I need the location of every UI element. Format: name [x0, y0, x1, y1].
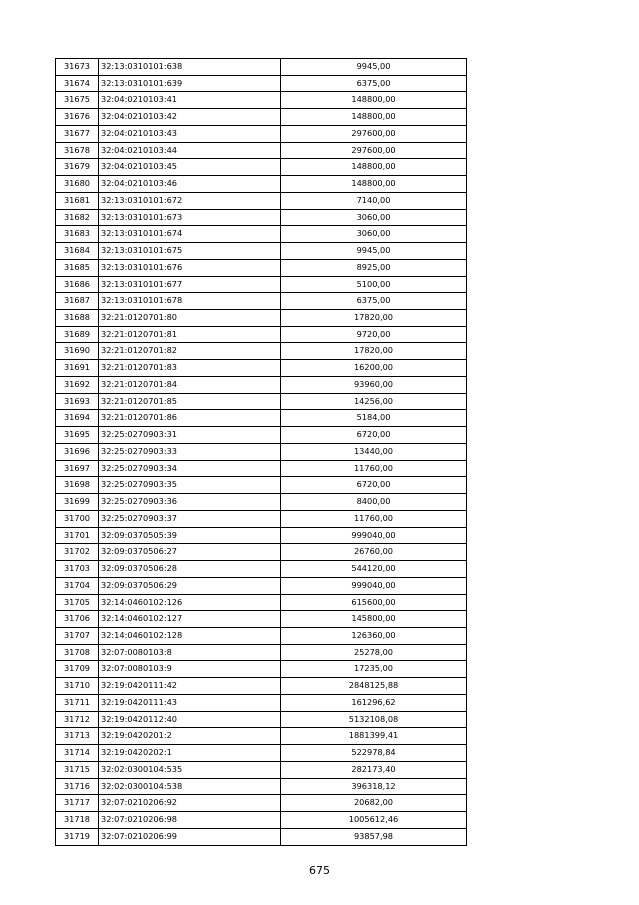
table-row	[56, 795, 467, 812]
value-cell: 7140,00	[281, 192, 467, 209]
table-row	[56, 226, 467, 243]
cadastral-number-cell: 32:13:0310101:677	[99, 276, 281, 293]
value-cell: 522978,84	[281, 745, 467, 762]
value-cell: 17235,00	[281, 661, 467, 678]
cadastral-number-cell: 32:09:0370506:28	[99, 561, 281, 578]
value-cell: 11760,00	[281, 460, 467, 477]
value-cell: 3060,00	[281, 226, 467, 243]
row-number-cell: 31709	[56, 661, 99, 678]
table-body	[56, 59, 467, 846]
value-cell: 5100,00	[281, 276, 467, 293]
cadastral-number-cell: 32:04:0210103:42	[99, 109, 281, 126]
row-number-cell: 31691	[56, 360, 99, 377]
table-row	[56, 694, 467, 711]
row-number-cell: 31707	[56, 627, 99, 644]
table-row	[56, 527, 467, 544]
row-number-cell: 31697	[56, 460, 99, 477]
row-number-cell: 31701	[56, 527, 99, 544]
value-cell: 6375,00	[281, 293, 467, 310]
row-number-cell: 31715	[56, 761, 99, 778]
table-row	[56, 209, 467, 226]
table-row	[56, 627, 467, 644]
cadastral-number-cell: 32:25:0270903:33	[99, 443, 281, 460]
table-row	[56, 75, 467, 92]
table-row	[56, 192, 467, 209]
value-cell: 11760,00	[281, 510, 467, 527]
row-number-cell: 31694	[56, 410, 99, 427]
row-number-cell: 31681	[56, 192, 99, 209]
table-row	[56, 360, 467, 377]
value-cell: 126360,00	[281, 627, 467, 644]
value-cell: 148800,00	[281, 109, 467, 126]
value-cell: 5184,00	[281, 410, 467, 427]
row-number-cell: 31696	[56, 443, 99, 460]
table-row	[56, 745, 467, 762]
value-cell: 297600,00	[281, 125, 467, 142]
value-cell: 6720,00	[281, 427, 467, 444]
value-cell: 25278,00	[281, 644, 467, 661]
table-row	[56, 661, 467, 678]
row-number-cell: 31674	[56, 75, 99, 92]
cadastral-number-cell: 32:04:0210103:46	[99, 176, 281, 193]
table-row	[56, 443, 467, 460]
row-number-cell: 31676	[56, 109, 99, 126]
cadastral-number-cell: 32:13:0310101:676	[99, 259, 281, 276]
cadastral-number-cell: 32:25:0270903:35	[99, 477, 281, 494]
cadastral-number-cell: 32:25:0270903:36	[99, 494, 281, 511]
value-cell: 2848125,88	[281, 678, 467, 695]
row-number-cell: 31712	[56, 711, 99, 728]
value-cell: 999040,00	[281, 527, 467, 544]
row-number-cell: 31717	[56, 795, 99, 812]
value-cell: 544120,00	[281, 561, 467, 578]
row-number-cell: 31689	[56, 326, 99, 343]
cadastral-number-cell: 32:14:0460102:126	[99, 594, 281, 611]
cadastral-number-cell: 32:13:0310101:672	[99, 192, 281, 209]
cadastral-number-cell: 32:14:0460102:127	[99, 611, 281, 628]
value-cell: 20682,00	[281, 795, 467, 812]
cadastral-number-cell: 32:09:0370506:29	[99, 577, 281, 594]
value-cell: 148800,00	[281, 176, 467, 193]
table-row	[56, 92, 467, 109]
value-cell: 93857,98	[281, 828, 467, 845]
value-cell: 9720,00	[281, 326, 467, 343]
table-row	[56, 376, 467, 393]
cadastral-number-cell: 32:21:0120701:80	[99, 310, 281, 327]
table-row	[56, 326, 467, 343]
value-cell: 3060,00	[281, 209, 467, 226]
value-cell: 282173,40	[281, 761, 467, 778]
row-number-cell: 31695	[56, 427, 99, 444]
cadastral-number-cell: 32:21:0120701:85	[99, 393, 281, 410]
row-number-cell: 31699	[56, 494, 99, 511]
cadastral-number-cell: 32:19:0420112:40	[99, 711, 281, 728]
row-number-cell: 31683	[56, 226, 99, 243]
cadastral-number-cell: 32:21:0120701:84	[99, 376, 281, 393]
value-cell: 6720,00	[281, 477, 467, 494]
table-row	[56, 310, 467, 327]
cadastral-number-cell: 32:25:0270903:34	[99, 460, 281, 477]
table-row	[56, 577, 467, 594]
table-row	[56, 410, 467, 427]
value-cell: 14256,00	[281, 393, 467, 410]
page-number: 675	[309, 864, 330, 877]
value-cell: 16200,00	[281, 360, 467, 377]
row-number-cell: 31690	[56, 343, 99, 360]
table-row	[56, 59, 467, 76]
value-cell: 1005612,46	[281, 812, 467, 829]
table-row	[56, 393, 467, 410]
table-row	[56, 728, 467, 745]
table-row	[56, 142, 467, 159]
cadastral-number-cell: 32:13:0310101:678	[99, 293, 281, 310]
value-cell: 145800,00	[281, 611, 467, 628]
value-cell: 17820,00	[281, 310, 467, 327]
table-row	[56, 276, 467, 293]
cadastral-number-cell: 32:07:0210206:98	[99, 812, 281, 829]
table-row	[56, 460, 467, 477]
row-number-cell: 31716	[56, 778, 99, 795]
cadastral-number-cell: 32:19:0420111:42	[99, 678, 281, 695]
cadastral-value-table	[55, 58, 467, 846]
row-number-cell: 31692	[56, 376, 99, 393]
table-row	[56, 711, 467, 728]
table-row	[56, 125, 467, 142]
cadastral-number-cell: 32:21:0120701:86	[99, 410, 281, 427]
table-row	[56, 544, 467, 561]
document-table-container	[55, 58, 467, 846]
row-number-cell: 31685	[56, 259, 99, 276]
row-number-cell: 31693	[56, 393, 99, 410]
cadastral-number-cell: 32:19:0420202:1	[99, 745, 281, 762]
value-cell: 5132108,08	[281, 711, 467, 728]
cadastral-number-cell: 32:07:0210206:92	[99, 795, 281, 812]
value-cell: 93960,00	[281, 376, 467, 393]
table-row	[56, 176, 467, 193]
cadastral-number-cell: 32:13:0310101:674	[99, 226, 281, 243]
row-number-cell: 31673	[56, 59, 99, 76]
value-cell: 297600,00	[281, 142, 467, 159]
row-number-cell: 31677	[56, 125, 99, 142]
table-row	[56, 761, 467, 778]
table-row	[56, 494, 467, 511]
cadastral-number-cell: 32:21:0120701:81	[99, 326, 281, 343]
cadastral-number-cell: 32:21:0120701:83	[99, 360, 281, 377]
row-number-cell: 31708	[56, 644, 99, 661]
cadastral-number-cell: 32:21:0120701:82	[99, 343, 281, 360]
row-number-cell: 31679	[56, 159, 99, 176]
cadastral-number-cell: 32:25:0270903:37	[99, 510, 281, 527]
row-number-cell: 31687	[56, 293, 99, 310]
cadastral-number-cell: 32:07:0210206:99	[99, 828, 281, 845]
cadastral-number-cell: 32:04:0210103:44	[99, 142, 281, 159]
value-cell: 148800,00	[281, 159, 467, 176]
cadastral-number-cell: 32:04:0210103:41	[99, 92, 281, 109]
cadastral-number-cell: 32:04:0210103:45	[99, 159, 281, 176]
value-cell: 26760,00	[281, 544, 467, 561]
value-cell: 615600,00	[281, 594, 467, 611]
row-number-cell: 31718	[56, 812, 99, 829]
table-row	[56, 611, 467, 628]
value-cell: 17820,00	[281, 343, 467, 360]
table-row	[56, 109, 467, 126]
cadastral-number-cell: 32:04:0210103:43	[99, 125, 281, 142]
table-row	[56, 259, 467, 276]
cadastral-number-cell: 32:09:0370506:27	[99, 544, 281, 561]
cadastral-number-cell: 32:25:0270903:31	[99, 427, 281, 444]
row-number-cell: 31706	[56, 611, 99, 628]
row-number-cell: 31705	[56, 594, 99, 611]
cadastral-number-cell: 32:13:0310101:673	[99, 209, 281, 226]
cadastral-number-cell: 32:13:0310101:638	[99, 59, 281, 76]
table-row	[56, 159, 467, 176]
table-row	[56, 828, 467, 845]
row-number-cell: 31686	[56, 276, 99, 293]
table-row	[56, 510, 467, 527]
value-cell: 161296,62	[281, 694, 467, 711]
value-cell: 8925,00	[281, 259, 467, 276]
row-number-cell: 31700	[56, 510, 99, 527]
cadastral-number-cell: 32:09:0370505:39	[99, 527, 281, 544]
row-number-cell: 31702	[56, 544, 99, 561]
row-number-cell: 31678	[56, 142, 99, 159]
value-cell: 9945,00	[281, 243, 467, 260]
value-cell: 13440,00	[281, 443, 467, 460]
cadastral-number-cell: 32:07:0080103:9	[99, 661, 281, 678]
row-number-cell: 31698	[56, 477, 99, 494]
row-number-cell: 31684	[56, 243, 99, 260]
cadastral-number-cell: 32:07:0080103:8	[99, 644, 281, 661]
table-row	[56, 243, 467, 260]
cadastral-number-cell: 32:14:0460102:128	[99, 627, 281, 644]
value-cell: 396318,12	[281, 778, 467, 795]
row-number-cell: 31719	[56, 828, 99, 845]
row-number-cell: 31704	[56, 577, 99, 594]
row-number-cell: 31711	[56, 694, 99, 711]
row-number-cell: 31703	[56, 561, 99, 578]
table-row	[56, 812, 467, 829]
value-cell: 6375,00	[281, 75, 467, 92]
value-cell: 9945,00	[281, 59, 467, 76]
value-cell: 148800,00	[281, 92, 467, 109]
table-row	[56, 477, 467, 494]
cadastral-number-cell: 32:19:0420111:43	[99, 694, 281, 711]
value-cell: 8400,00	[281, 494, 467, 511]
row-number-cell: 31710	[56, 678, 99, 695]
table-row	[56, 778, 467, 795]
row-number-cell: 31680	[56, 176, 99, 193]
row-number-cell: 31675	[56, 92, 99, 109]
table-row	[56, 644, 467, 661]
table-row	[56, 561, 467, 578]
cadastral-number-cell: 32:02:0300104:535	[99, 761, 281, 778]
row-number-cell: 31714	[56, 745, 99, 762]
value-cell: 999040,00	[281, 577, 467, 594]
row-number-cell: 31713	[56, 728, 99, 745]
table-row	[56, 427, 467, 444]
cadastral-number-cell: 32:13:0310101:675	[99, 243, 281, 260]
table-row	[56, 594, 467, 611]
table-row	[56, 678, 467, 695]
table-row	[56, 343, 467, 360]
cadastral-number-cell: 32:13:0310101:639	[99, 75, 281, 92]
cadastral-number-cell: 32:02:0300104:538	[99, 778, 281, 795]
value-cell: 1881399,41	[281, 728, 467, 745]
table-row	[56, 293, 467, 310]
row-number-cell: 31682	[56, 209, 99, 226]
row-number-cell: 31688	[56, 310, 99, 327]
cadastral-number-cell: 32:19:0420201:2	[99, 728, 281, 745]
